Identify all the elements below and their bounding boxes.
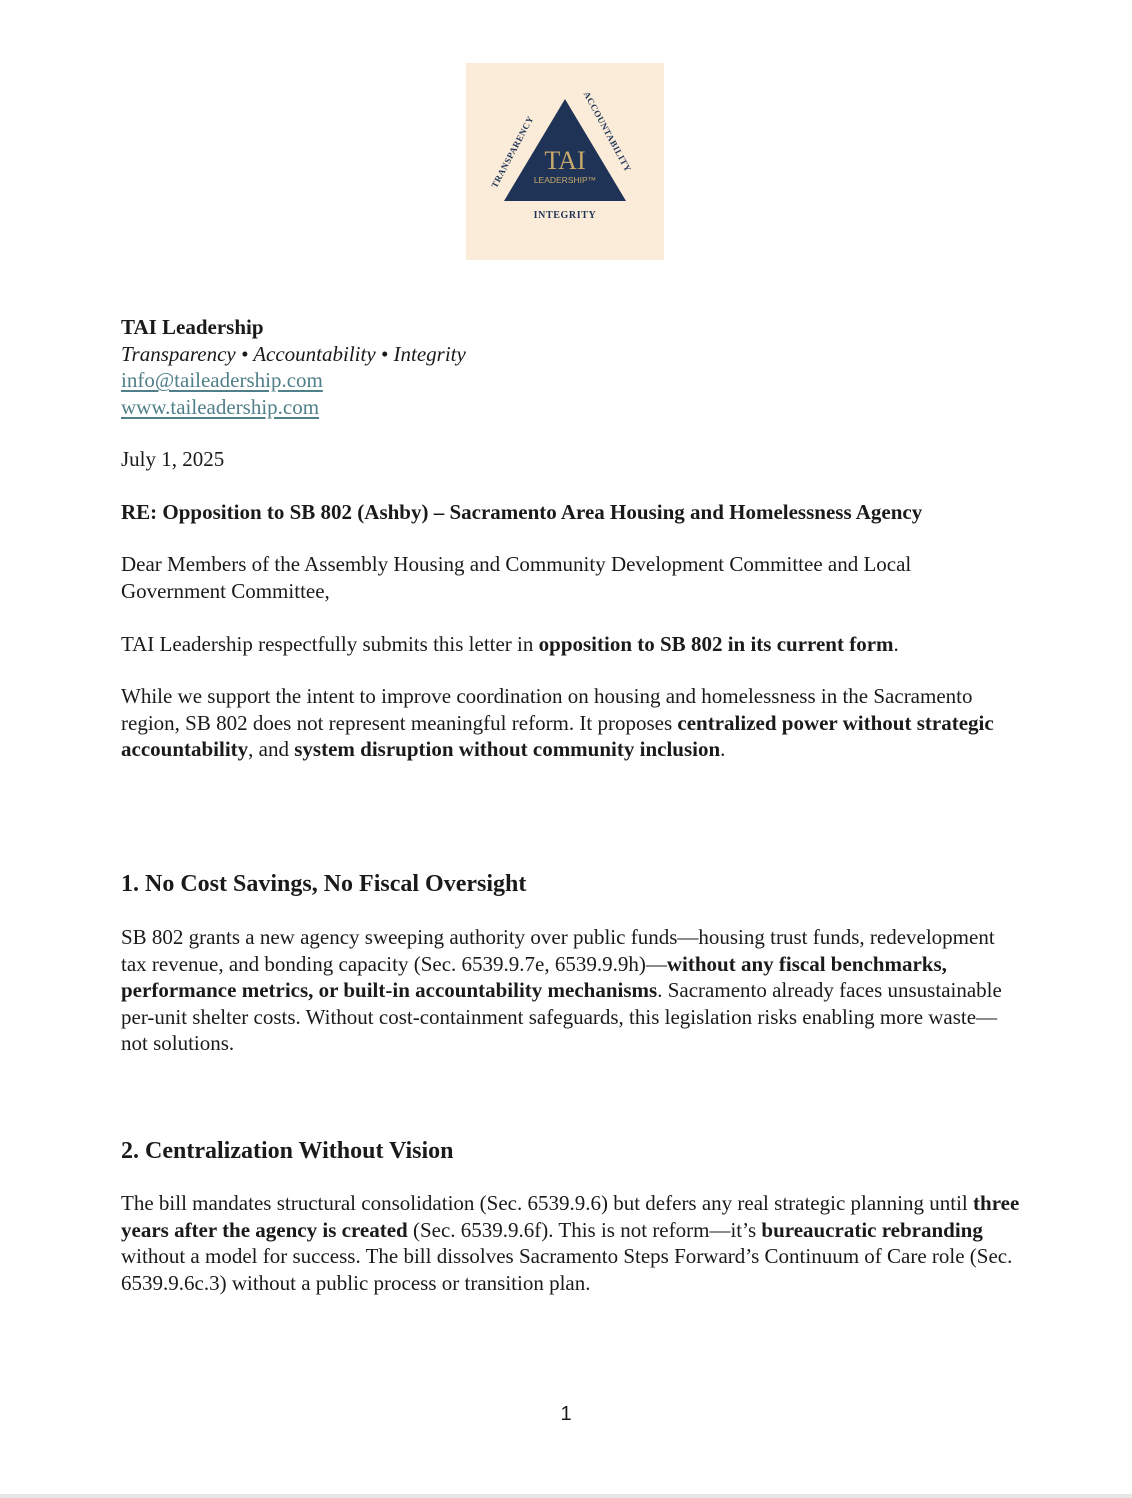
logo-integrity-text: INTEGRITY: [533, 210, 597, 221]
page-number: 1: [560, 1403, 572, 1425]
text-run: without a model for success. The bill dissolves Sacramento Steps Forward’s Continuum of Care role (Sec. 6539.9.6c.3) without a public process or transition plan.: [121, 1244, 1013, 1295]
text-run: . Sacramento already faces unsustainable per-unit shelter costs. Without cost-containment safeguards, this legislation risks enabling more waste—not solutions.: [121, 978, 1002, 1055]
bold-text-run: system disruption without community inclusion: [294, 737, 721, 761]
website-link[interactable]: www.taileadership.com: [121, 394, 320, 419]
text-run: TAI Leadership respectfully submits this letter in: [121, 632, 539, 656]
page-bottom-edge: [0, 1494, 1132, 1498]
bold-text-run: without any fiscal benchmarks, performance metrics, or built-in accountability mechanisms: [121, 951, 947, 1002]
letterhead: [121, 314, 466, 420]
tai-leadership-logo: [466, 63, 664, 260]
tagline: Transparency • Accountability • Integrity: [121, 341, 466, 366]
text-run: .: [893, 632, 899, 656]
text-run: SB 802 grants a new agency sweeping authority over public funds—housing trust funds, redevelopment tax revenue, and bonding capacity (Sec. 6539.9.7e, 6539.9.9h)—: [121, 925, 995, 976]
section-2-heading: 2. Centralization Without Vision: [121, 1138, 454, 1164]
logo-sub-text: LEADERSHIP™: [533, 175, 597, 185]
text-run: While we support the intent to improve coordination on housing and homelessness in the Sacramento region, SB 802 does not represent meaningful reform. It proposes: [121, 684, 973, 735]
email-link[interactable]: info@taileadership.com: [121, 368, 323, 392]
logo-transparency-text: TRANSPARENCY: [489, 114, 536, 190]
text-run: .: [720, 737, 726, 761]
letter-date: July 1, 2025: [121, 447, 225, 471]
text-run: , and: [248, 737, 295, 761]
greeting: Dear Members of the Assembly Housing and Community Development Committee and Local Government Committee,: [121, 552, 912, 603]
logo-accountability-text: ACCOUNTABILITY: [581, 89, 634, 174]
logo-triangle-icon: [466, 63, 664, 260]
paragraph-intent: [121, 683, 1021, 763]
bold-text-run: centralized power without strategic accountability: [121, 710, 994, 761]
logo-center-text: TAI: [544, 146, 586, 175]
section-1-heading: 1. No Cost Savings, No Fiscal Oversight: [121, 871, 527, 897]
text-run: (Sec. 6539.9.6f). This is not reform—it’s: [407, 1217, 762, 1242]
bold-text-run: bureaucratic rebranding: [761, 1217, 983, 1242]
subject-line: RE: Opposition to SB 802 (Ashby) – Sacramento Area Housing and Homelessness Agency: [121, 500, 923, 524]
paragraph-opposition: [121, 631, 1021, 658]
org-name: TAI Leadership: [121, 315, 264, 339]
bold-text-run: three years after the agency is created: [121, 1191, 1020, 1242]
text-run: The bill mandates structural consolidation (Sec. 6539.9.6) but defers any real strategic planning until: [121, 1191, 974, 1215]
bold-text-run: opposition to SB 802 in its current form: [538, 632, 894, 656]
section-2-body: [121, 1190, 1021, 1296]
section-1-body: [121, 924, 1021, 1057]
